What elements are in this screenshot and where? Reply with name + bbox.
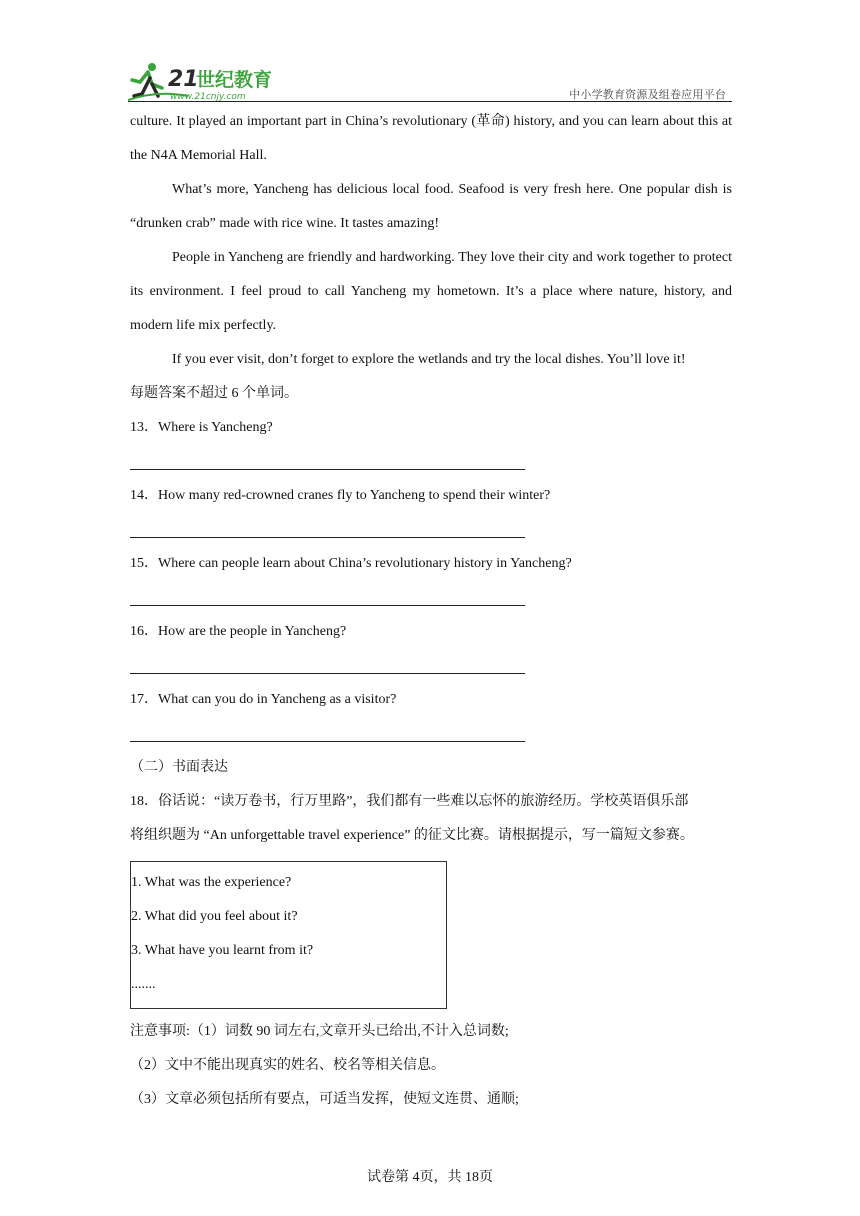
header-divider [128, 101, 732, 102]
svg-text:世纪教育: 世纪教育 [196, 69, 273, 91]
prompt-ellipsis: ....... [131, 977, 156, 992]
page-footer: 试卷第 4页，共 18页 [367, 1170, 493, 1185]
answer-area-15[interactable] [130, 581, 732, 615]
writing-task-line-2: 将组织题为 “An unforgettable travel experience” 的征文比赛。请根据提示，写一篇短文参赛。 [130, 828, 694, 843]
note-2: （2）文中不能出现真实的姓名、校名等相关信息。 [130, 1058, 445, 1073]
answer-area-13[interactable] [130, 445, 732, 479]
question-15: 15．Where can people learn about China’s revolutionary history in Yancheng? [130, 556, 572, 571]
svg-text:21: 21 [168, 67, 199, 92]
passage-paragraph-3: People in Yancheng are friendly and hardworking. They love their city and work together to protect its environment. I feel proud to call Yancheng my hometown. It’s a place where nature, history, and modern life mix perfectly. [130, 250, 732, 333]
prompt-2: 2. What did you feel about it? [131, 909, 298, 924]
note-1: 注意事项:（1）词数 90 词左右,文章开头已给出,不计入总词数; [130, 1024, 509, 1039]
answer-line [130, 605, 525, 606]
question-13: 13．Where is Yancheng? [130, 420, 273, 435]
passage-paragraph-4: If you ever visit, don’t forget to explore the wetlands and try the local dishes. You’ll love it! [172, 352, 686, 367]
writing-task-line-1: 18．俗话说：“读万卷书，行万里路”，我们都有一些难以忘怀的旅游经历。学校英语俱乐部 [130, 794, 689, 809]
note-3: （3）文章必须包括所有要点，可适当发挥，使短文连贯、通顺; [130, 1092, 519, 1107]
answer-area-17[interactable] [130, 717, 732, 751]
page-content [130, 105, 732, 1117]
header-platform-text: 中小学教育资源及组卷应用平台 [569, 88, 726, 101]
answer-line [130, 537, 525, 538]
answer-instruction: 每题答案不超过 6 个单词。 [130, 386, 298, 401]
question-16: 16．How are the people in Yancheng? [130, 624, 347, 639]
prompt-1: 1. What was the experience? [131, 875, 292, 890]
page-header [128, 60, 732, 104]
answer-area-16[interactable] [130, 649, 732, 683]
answer-area-14[interactable] [130, 513, 732, 547]
passage-paragraph-2: What’s more, Yancheng has delicious local food. Seafood is very fresh here. One popular dish is “drunken crab” made with rice wine. It tastes amazing! [130, 182, 732, 231]
writing-prompts-box [130, 861, 447, 1009]
answer-line [130, 469, 525, 470]
svg-text:www.21cnjy.com: www.21cnjy.com [170, 92, 246, 102]
question-17: 17．What can you do in Yancheng as a visitor? [130, 692, 397, 707]
question-14: 14．How many red-crowned cranes fly to Yancheng to spend their winter? [130, 488, 551, 503]
passage-paragraph-1: culture. It played an important part in China’s revolutionary (革命) history, and you can learn about this at the N4A Memorial Hall. [130, 114, 732, 163]
section-title: （二）书面表达 [130, 760, 228, 775]
answer-line [130, 673, 525, 674]
answer-line [130, 741, 525, 742]
writing-notes [130, 1015, 732, 1117]
site-logo [128, 60, 328, 102]
prompt-3: 3. What have you learnt from it? [131, 943, 314, 958]
